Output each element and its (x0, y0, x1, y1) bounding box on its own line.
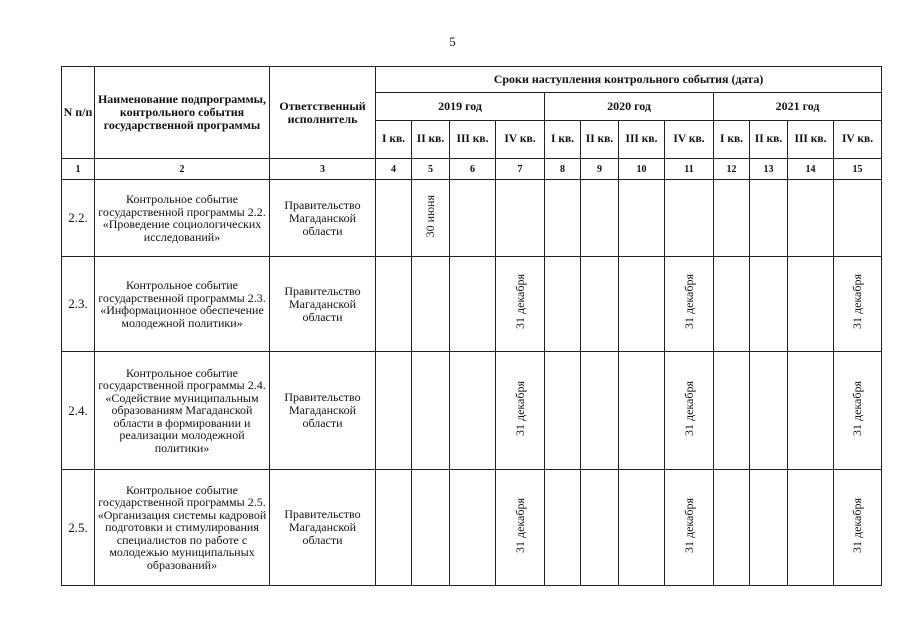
deadline-cell (714, 352, 750, 470)
column-number: 15 (834, 159, 882, 180)
column-number: 3 (270, 159, 376, 180)
column-number: 8 (545, 159, 581, 180)
deadline-cell (581, 352, 619, 470)
deadline-cell (450, 470, 496, 586)
deadline-cell (450, 352, 496, 470)
header-quarter: I кв. (714, 121, 750, 159)
column-number: 7 (496, 159, 545, 180)
responsible-executor: Правительство Магаданской области (270, 257, 376, 352)
deadline-cell (750, 180, 788, 257)
page-number: 5 (449, 34, 456, 49)
header-quarter: IV кв. (834, 121, 882, 159)
deadline-date: 31 декабря (681, 497, 696, 554)
deadline-cell (496, 257, 545, 352)
deadline-cell (545, 352, 581, 470)
header-responsible: Ответственный исполнитель (270, 67, 376, 159)
header-year-2019: 2019 год (376, 93, 545, 121)
deadline-date: 31 декабря (512, 497, 527, 554)
control-events-table (61, 66, 882, 586)
responsible-executor: Правительство Магаданской области (270, 470, 376, 586)
column-number: 2 (95, 159, 270, 180)
column-number: 11 (665, 159, 714, 180)
deadline-date: 31 декабря (850, 497, 865, 554)
deadline-cell (376, 257, 412, 352)
deadline-cell (496, 352, 545, 470)
deadline-cell (619, 352, 665, 470)
header-quarter: III кв. (788, 121, 834, 159)
deadline-cell (496, 180, 545, 257)
column-number-row (62, 159, 882, 180)
header-quarter: II кв. (581, 121, 619, 159)
deadline-cell (665, 257, 714, 352)
header-quarter: II кв. (412, 121, 450, 159)
column-number: 9 (581, 159, 619, 180)
deadline-cell (788, 180, 834, 257)
deadline-cell (545, 470, 581, 586)
deadline-cell (450, 257, 496, 352)
header-quarter: I кв. (545, 121, 581, 159)
column-number: 4 (376, 159, 412, 180)
deadline-date: 31 декабря (512, 380, 527, 437)
header-quarter: III кв. (619, 121, 665, 159)
deadline-date: 31 декабря (850, 380, 865, 437)
row-number: 2.2. (62, 180, 95, 257)
table-row (62, 470, 882, 586)
table-row (62, 257, 882, 352)
deadline-cell (581, 180, 619, 257)
column-number: 13 (750, 159, 788, 180)
deadline-cell (788, 257, 834, 352)
deadline-cell (750, 470, 788, 586)
deadline-cell (619, 470, 665, 586)
deadline-cell (376, 180, 412, 257)
deadline-cell (450, 180, 496, 257)
deadline-cell (750, 257, 788, 352)
deadline-cell (412, 180, 450, 257)
deadline-cell (412, 257, 450, 352)
deadline-cell (581, 257, 619, 352)
header-year-2020: 2020 год (545, 93, 714, 121)
header-quarter: I кв. (376, 121, 412, 159)
deadline-cell (581, 470, 619, 586)
header-year-2021: 2021 год (714, 93, 882, 121)
deadline-cell (545, 180, 581, 257)
event-name: Контрольное событие государственной программы 2.3. «Информационное обеспечение молодежной политики» (95, 257, 270, 352)
deadline-cell (834, 470, 882, 586)
deadline-cell (412, 352, 450, 470)
column-number: 1 (62, 159, 95, 180)
header-quarter: III кв. (450, 121, 496, 159)
header-name: Наименование подпрограммы, контрольного события государственной программы (95, 67, 270, 159)
deadline-cell (412, 470, 450, 586)
row-number: 2.4. (62, 352, 95, 470)
row-number: 2.5. (62, 470, 95, 586)
deadline-cell (714, 257, 750, 352)
deadline-cell (376, 470, 412, 586)
header-quarter: IV кв. (665, 121, 714, 159)
column-number: 6 (450, 159, 496, 180)
deadline-cell (665, 470, 714, 586)
deadline-cell (834, 180, 882, 257)
deadline-cell (714, 470, 750, 586)
deadline-cell (714, 180, 750, 257)
header-deadlines: Сроки наступления контрольного события (дата) (376, 67, 882, 93)
header-num: N п/п (62, 67, 95, 159)
deadline-cell (788, 352, 834, 470)
deadline-date: 30 июня (423, 194, 437, 238)
row-number: 2.3. (62, 257, 95, 352)
deadline-cell (496, 470, 545, 586)
deadline-date: 31 декабря (681, 380, 696, 437)
deadline-cell (619, 257, 665, 352)
column-number: 14 (788, 159, 834, 180)
column-number: 5 (412, 159, 450, 180)
deadline-cell (834, 352, 882, 470)
deadline-cell (545, 257, 581, 352)
deadline-cell (665, 352, 714, 470)
event-name: Контрольное событие государственной программы 2.2. «Проведение социологических исследований» (95, 180, 270, 257)
deadline-cell (376, 352, 412, 470)
deadline-cell (788, 470, 834, 586)
deadline-cell (834, 257, 882, 352)
header-quarter: IV кв. (496, 121, 545, 159)
deadline-date: 31 декабря (850, 274, 865, 330)
responsible-executor: Правительство Магаданской области (270, 180, 376, 257)
event-name: Контрольное событие государственной программы 2.5. «Организация системы кадровой подготовки и стимулирования специалистов по работе с молодежью муниципальных образований» (95, 470, 270, 586)
column-number: 10 (619, 159, 665, 180)
deadline-cell (619, 180, 665, 257)
event-name: Контрольное событие государственной программы 2.4. «Содействие муниципальным образованиям Магаданской области в формировании и реализации молодежной политики» (95, 352, 270, 470)
deadline-cell (750, 352, 788, 470)
deadline-date: 31 декабря (681, 274, 696, 330)
responsible-executor: Правительство Магаданской области (270, 352, 376, 470)
header-quarter: II кв. (750, 121, 788, 159)
table-row (62, 180, 882, 257)
deadline-cell (665, 180, 714, 257)
deadline-date: 31 декабря (512, 274, 527, 330)
table-row (62, 352, 882, 470)
column-number: 12 (714, 159, 750, 180)
